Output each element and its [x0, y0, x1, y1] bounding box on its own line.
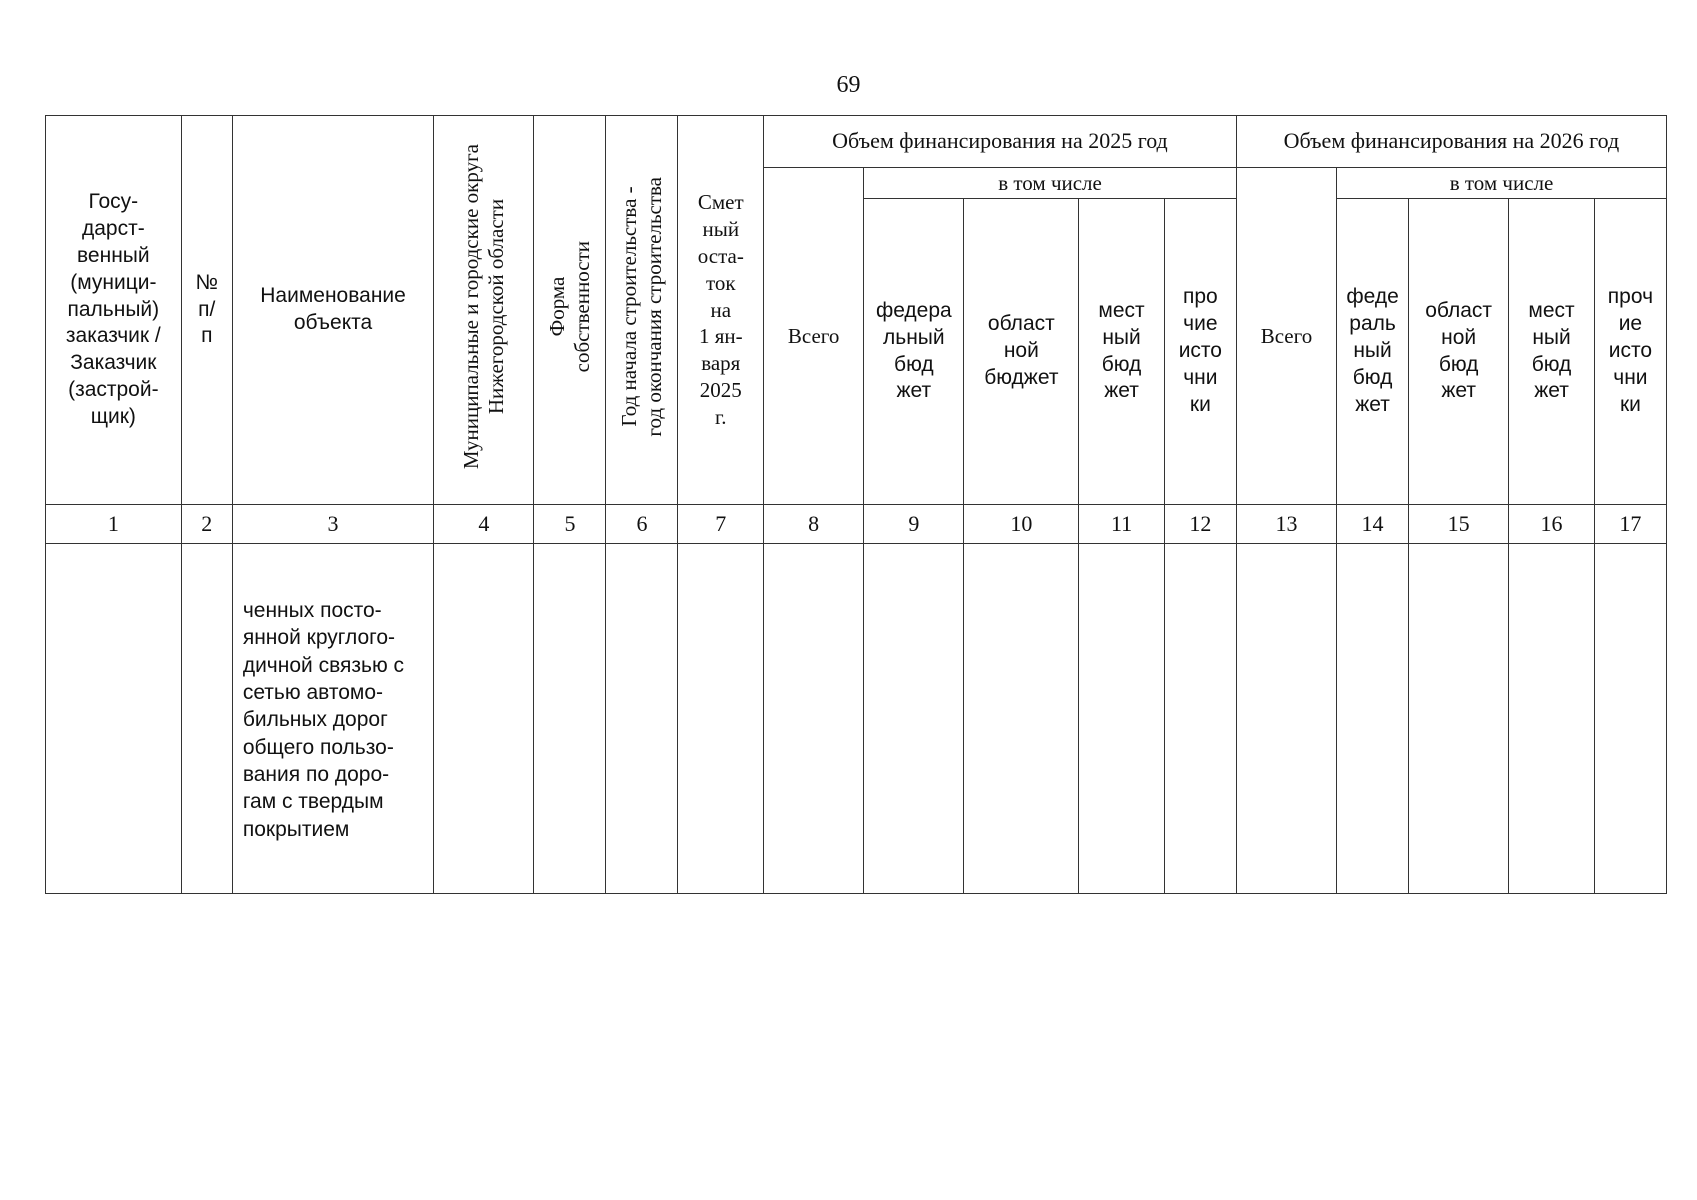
header-construction-years: [606, 116, 678, 505]
header-other-2026: [1594, 199, 1666, 505]
cell-regional-2026: [1409, 544, 1509, 894]
header-ownership-text: Форма собственности: [544, 240, 594, 373]
cell-federal-2025: [864, 544, 964, 894]
column-number: 10: [964, 505, 1079, 544]
header-local-2025: [1079, 199, 1165, 505]
header-funding-2026: Объем финансирования на 2026 год: [1236, 116, 1666, 168]
column-number: 2: [181, 505, 232, 544]
column-number: 6: [606, 505, 678, 544]
header-regional-2025: [964, 199, 1079, 505]
cell-construction-years: [606, 544, 678, 894]
cell-other-2026: [1594, 544, 1666, 894]
column-number: 14: [1337, 505, 1409, 544]
cell-federal-2026: [1337, 544, 1409, 894]
cell-object-name-text: ченных посто- янной круглого- дичной связью с сетью автомо- бильных дорог общего пользо- вания по доро- гам с твердым покрытием: [242, 599, 405, 841]
table-row: [46, 544, 1667, 894]
column-number: 11: [1079, 505, 1165, 544]
cell-other-2025: [1164, 544, 1236, 894]
investment-table: [45, 115, 1667, 894]
column-number: 1: [46, 505, 182, 544]
column-number: 8: [764, 505, 864, 544]
cell-estimate-balance: [678, 544, 764, 894]
header-including-2025: в том числе: [864, 168, 1237, 199]
header-other-2026-text: проч ие исто чни ки: [1607, 285, 1654, 416]
column-number: 9: [864, 505, 964, 544]
header-construction-years-text: Год начала строительства - год окончания строительства: [616, 176, 666, 437]
column-number: 15: [1409, 505, 1509, 544]
column-number: 7: [678, 505, 764, 544]
header-federal-2025-text: федера льный бюд жет: [875, 298, 952, 403]
header-other-2025: [1164, 199, 1236, 505]
column-numbers-row: [46, 505, 1667, 544]
column-number: 16: [1509, 505, 1595, 544]
cell-object-name: [232, 544, 433, 894]
page-number: 69: [836, 72, 861, 98]
header-estimate-balance-text: Смет ный оста- ток на 1 ян- варя 2025 г.: [697, 190, 744, 430]
header-number-text: № п/ п: [195, 270, 219, 348]
cell-customer: [46, 544, 182, 894]
header-regional-2025-text: област ной бюджет: [984, 312, 1059, 389]
column-number: 3: [232, 505, 433, 544]
column-number: 13: [1236, 505, 1336, 544]
cell-total-2026: [1236, 544, 1336, 894]
header-local-2026: [1509, 199, 1595, 505]
column-number: 12: [1164, 505, 1236, 544]
header-total-2026: Всего: [1236, 168, 1336, 505]
header-districts-text: Муниципальные и городские округа Нижегородской области: [458, 143, 508, 470]
cell-local-2026: [1509, 544, 1595, 894]
column-number: 17: [1594, 505, 1666, 544]
header-federal-2026-text: феде раль ный бюд жет: [1346, 285, 1399, 416]
header-total-2025: Всего: [764, 168, 864, 505]
header-federal-2025: [864, 199, 964, 505]
header-including-2026: в том числе: [1337, 168, 1667, 199]
header-ownership: [534, 116, 606, 505]
header-customer-text: Госу- дарст- венный (муници- пальный) заказчик / Заказчик (застрой- щик): [65, 190, 161, 429]
header-local-2026-text: мест ный бюд жет: [1528, 298, 1575, 403]
column-number: 4: [434, 505, 534, 544]
header-funding-2025: Объем финансирования на 2025 год: [764, 116, 1237, 168]
header-estimate-balance: [678, 116, 764, 505]
cell-ownership: [534, 544, 606, 894]
cell-total-2025: [764, 544, 864, 894]
header-districts: [434, 116, 534, 505]
column-number: 5: [534, 505, 606, 544]
cell-local-2025: [1079, 544, 1165, 894]
header-customer: [46, 116, 182, 505]
header-object-name-text: Наименование объекта: [260, 284, 406, 334]
header-regional-2026-text: област ной бюд жет: [1425, 298, 1493, 403]
cell-number: [181, 544, 232, 894]
header-other-2025-text: про чие исто чни ки: [1178, 285, 1222, 416]
header-local-2025-text: мест ный бюд жет: [1098, 298, 1145, 403]
header-number: [181, 116, 232, 505]
header-regional-2026: [1409, 199, 1509, 505]
header-object-name: [232, 116, 433, 505]
cell-districts: [434, 544, 534, 894]
cell-regional-2025: [964, 544, 1079, 894]
header-federal-2026: [1337, 199, 1409, 505]
